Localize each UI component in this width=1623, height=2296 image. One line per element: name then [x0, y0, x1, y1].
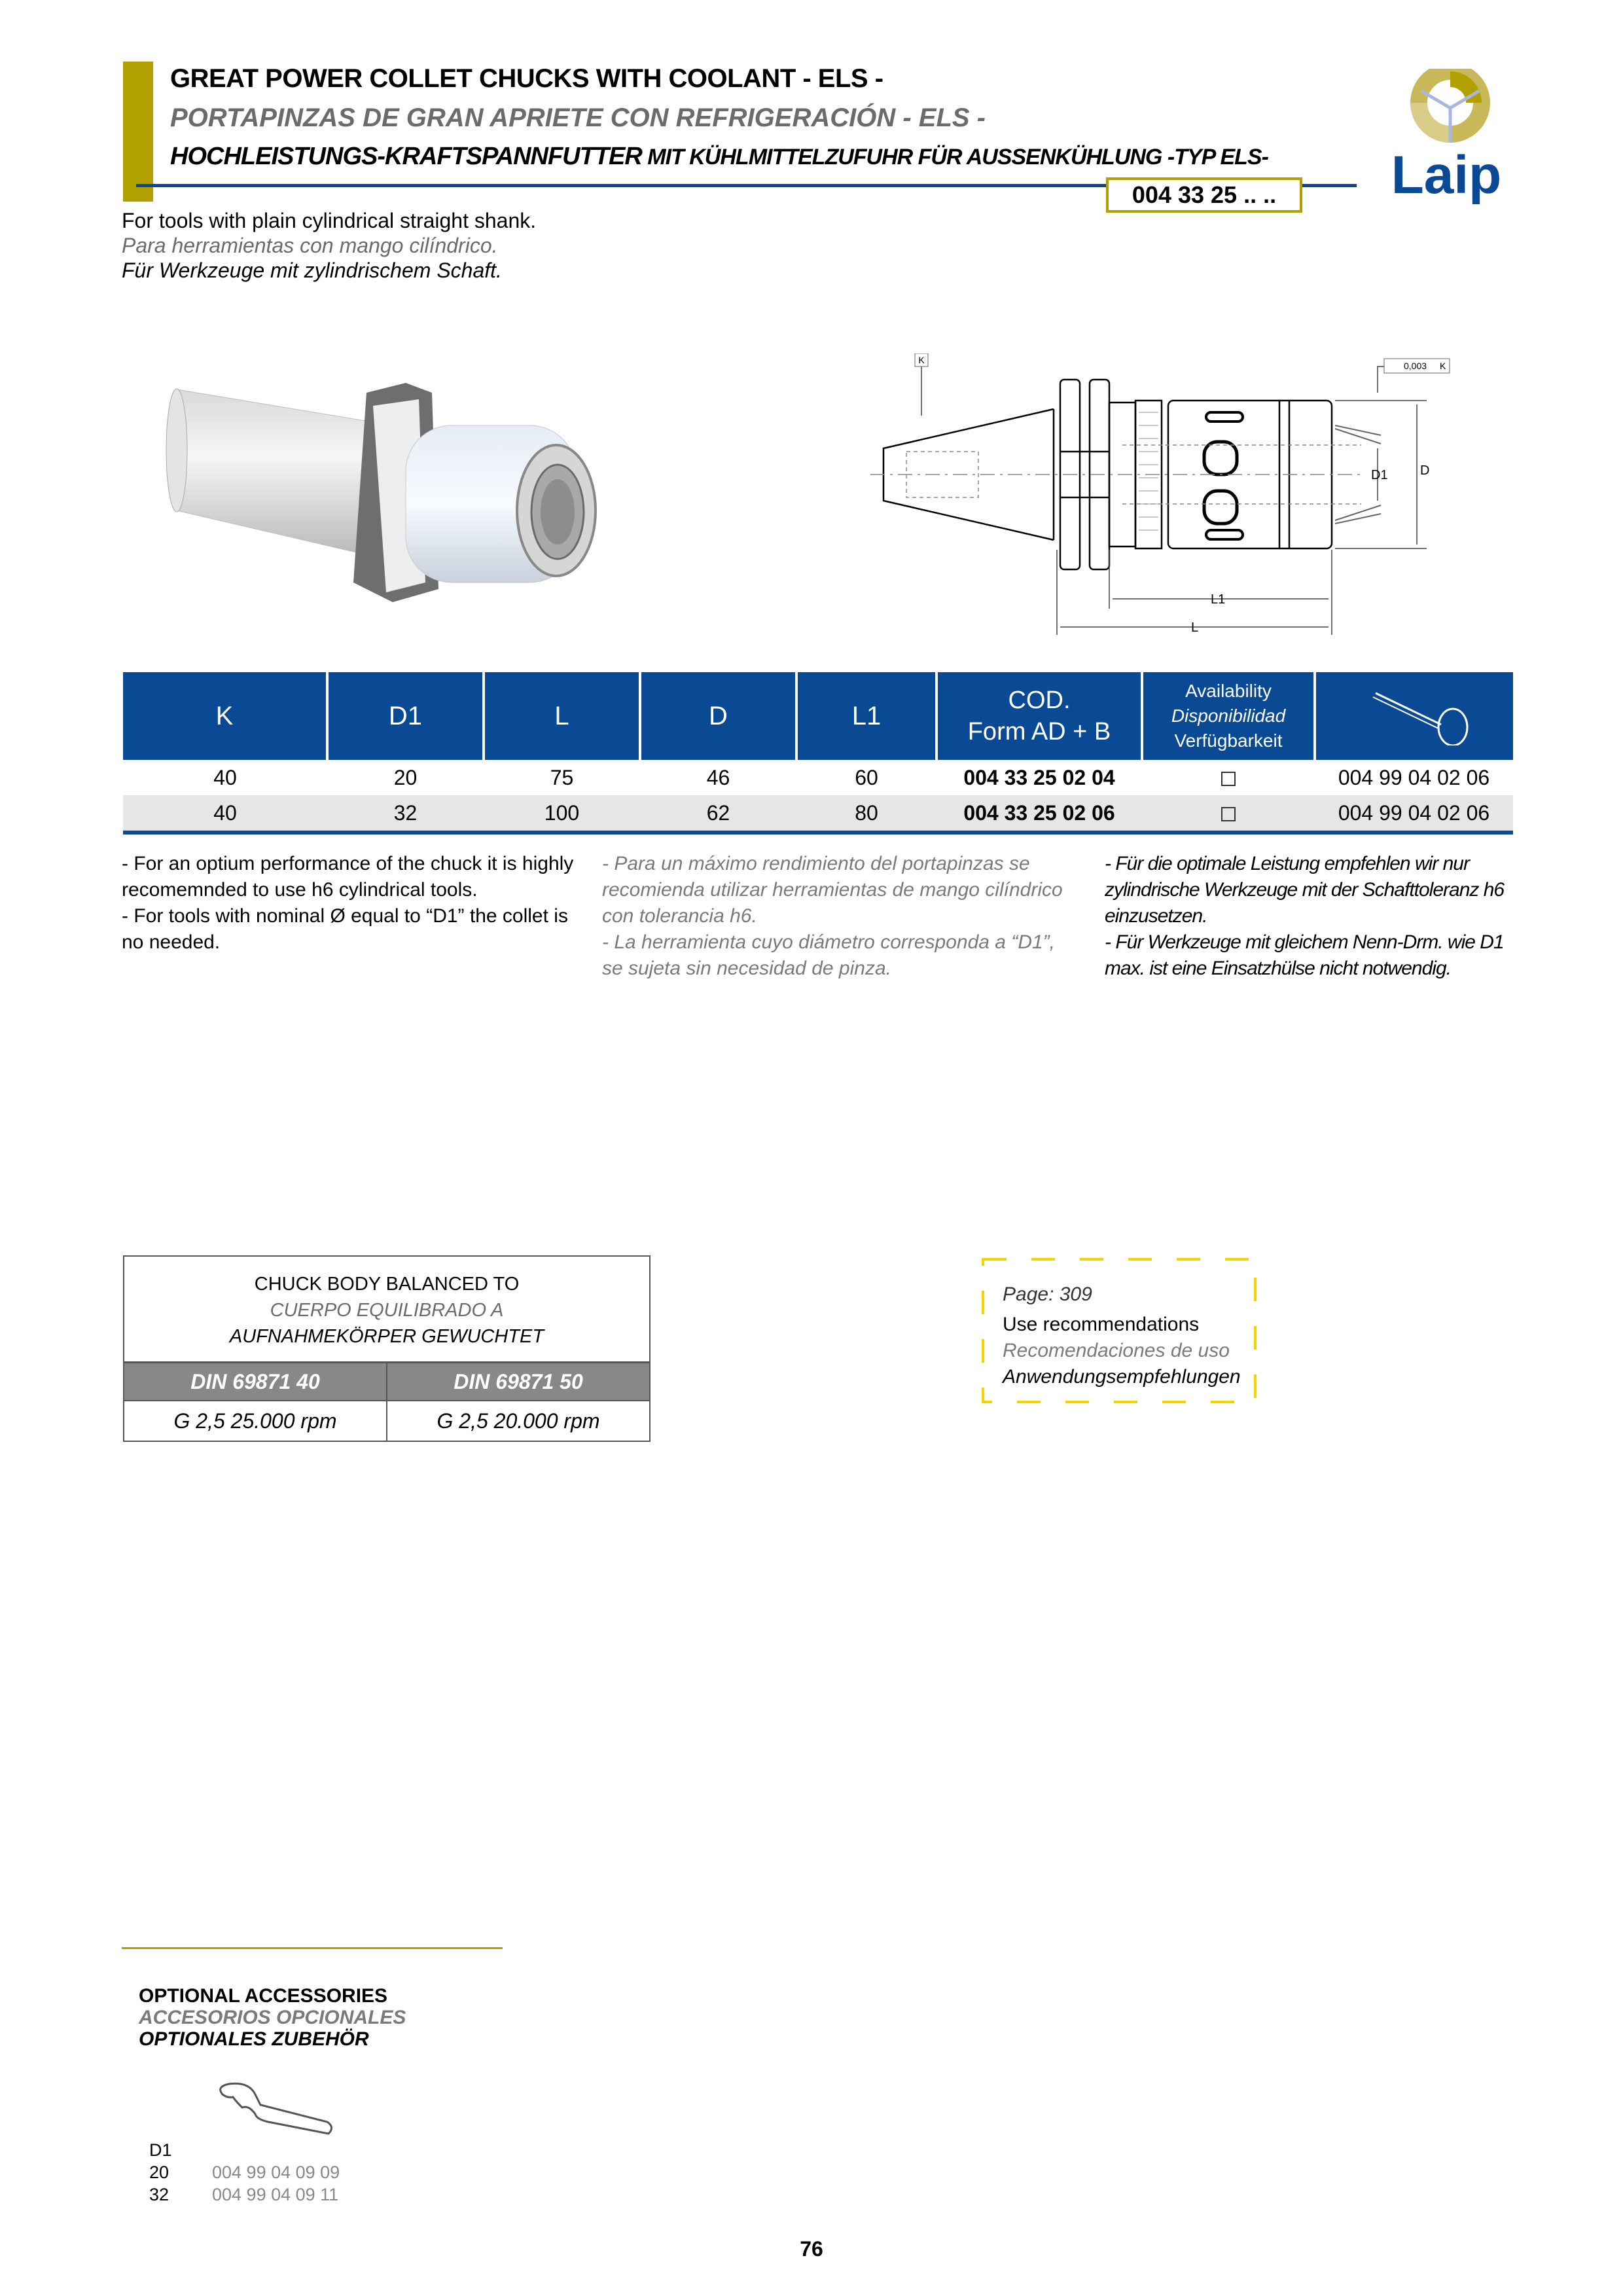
use-recommendations-box[interactable]: [982, 1258, 1257, 1403]
intro-de: Für Werkzeuge mit zylindrischem Schaft.: [122, 259, 502, 282]
accessories-rule: [122, 1947, 503, 1949]
product-photo: [157, 340, 628, 615]
balance-col-din50: DIN 69871 50: [387, 1361, 649, 1400]
title-de-main: HOCHLEISTUNGS-KRAFTSPANNFUTTER: [170, 143, 642, 170]
cell-d: 46: [706, 765, 730, 789]
logo-text: Laip: [1391, 145, 1502, 205]
technical-drawing: [870, 353, 1453, 641]
use-recommendations-text: [1003, 1282, 1241, 1390]
col-header-avail-es: Disponibilidad: [1171, 706, 1286, 726]
note-de-1: - Für die optimale Leistung empfehlen wir nur zylindrische Werkzeuge mit der Schafttoleranz h6 einzusetzen.: [1105, 853, 1505, 927]
balance-value-din40: G 2,5 25.000 rpm: [124, 1400, 387, 1441]
drawing-label-l: L: [1191, 620, 1199, 635]
intro-es: Para herramientas con mango cilíndrico.: [122, 234, 498, 257]
header-accent-bar: [123, 62, 153, 202]
code-prefix-badge: 004 33 25 .. ..: [1106, 177, 1302, 213]
balance-value-row: [124, 1400, 649, 1441]
intro-text: [122, 208, 536, 283]
cell-wrench-code: 004 99 04 02 06: [1315, 795, 1513, 833]
laip-logo: [1381, 69, 1525, 213]
drawing-label-d: D: [1420, 463, 1430, 478]
accessories-title-en: OPTIONAL ACCESSORIES: [139, 1985, 388, 2007]
cell-l1: 80: [796, 795, 936, 833]
page-number: 76: [800, 2237, 823, 2261]
availability-checkbox[interactable]: [1221, 807, 1236, 821]
use-recommendations-en: Use recommendations: [1003, 1314, 1200, 1335]
col-header-d: D: [640, 672, 796, 760]
drawing-label-d1: D1: [1371, 468, 1388, 482]
title-es: PORTAPINZAS DE GRAN APRIETE CON REFRIGERACIÓN - ELS -: [170, 103, 986, 132]
drawing-label-runout: 0,003: [1404, 361, 1427, 371]
title-de: [170, 143, 1268, 171]
col-header-k: K: [123, 672, 327, 760]
cell-l: 75: [550, 765, 574, 789]
balance-value-din50: G 2,5 20.000 rpm: [387, 1400, 649, 1441]
title-en: GREAT POWER COLLET CHUCKS WITH COOLANT - ELS -: [170, 64, 883, 93]
balance-title-es: CUERPO EQUILIBRADO A: [270, 1300, 504, 1321]
note-es-2: - La herramienta cuyo diámetro corresponda a “D1”, se sujeta sin necesidad de pinza.: [602, 931, 1055, 979]
accessories-col-d1: D1: [149, 2140, 172, 2160]
notes-de: [1105, 851, 1537, 982]
drawing-label-k: K: [918, 355, 925, 365]
accessories-header: [149, 2139, 340, 2161]
balance-title-en: CHUCK BODY BALANCED TO: [254, 1274, 520, 1295]
availability-checkbox[interactable]: [1221, 772, 1236, 786]
balance-title: [124, 1257, 649, 1361]
accessories-title: [139, 1985, 406, 2050]
cell-code: 004 33 25 02 06: [936, 795, 1142, 833]
laip-logo-mark: [1381, 69, 1525, 213]
accessories-title-es: ACCESORIOS OPCIONALES: [139, 2007, 406, 2028]
col-header-l1: L1: [796, 672, 936, 760]
notes-en: [122, 851, 580, 956]
drawing-label-runout-ref: K: [1440, 361, 1446, 371]
title-de-rest: MIT KÜHLMITTELZUFUHR FÜR AUSSENKÜHLUNG -TYP ELS-: [641, 145, 1268, 170]
drawing-label-l1: L1: [1211, 592, 1226, 607]
col-header-cod-line1: COD.: [1008, 687, 1071, 714]
cell-wrench-code: 004 99 04 02 06: [1338, 765, 1490, 789]
note-es-1: - Para un máximo rendimiento del portapinzas se recomienda utilizar herramientas de mango cilíndrico con tolerancia h6.: [602, 853, 1063, 927]
col-header-availability: [1142, 672, 1315, 760]
note-de-2: - Für Werkzeuge mit gleichem Nenn-Drm. wie D1 max. ist eine Einsatzhülse nicht notwendig.: [1105, 931, 1504, 979]
cell-d1: 20: [393, 765, 418, 789]
cell-l: 100: [484, 795, 640, 833]
note-en-1: - For an optium performance of the chuck it is highly recomemnded to use h6 cylindrical tools.: [122, 853, 574, 901]
balance-table: [123, 1255, 651, 1442]
col-header-avail-en: Availability: [1185, 681, 1272, 701]
col-header-l: L: [484, 672, 640, 760]
cell-k: 40: [213, 765, 237, 789]
accessories-title-de: OPTIONALES ZUBEHÖR: [139, 2028, 369, 2050]
table-row: [123, 795, 1513, 833]
accessory-code: 004 99 04 09 11: [212, 2185, 339, 2204]
cell-l1: 60: [855, 765, 878, 789]
use-recommendations-de: Anwendungsempfehlungen: [1003, 1366, 1241, 1388]
balance-header-row: [124, 1361, 649, 1400]
table-header-row: [123, 672, 1513, 760]
col-header-wrench: [1315, 672, 1513, 760]
col-header-cod-line2: Form AD + B: [967, 718, 1111, 745]
accessory-d1: 20: [149, 2162, 169, 2182]
cell-availability: [1142, 795, 1315, 833]
cell-code: 004 33 25 02 04: [963, 765, 1115, 789]
cell-d: 62: [640, 795, 796, 833]
wrench-icon: [1349, 680, 1480, 745]
table-row: [123, 760, 1513, 795]
use-recommendations-page[interactable]: Page: 309: [1003, 1283, 1092, 1305]
accessory-code: 004 99 04 09 09: [212, 2162, 340, 2182]
use-recommendations-es: Recomendaciones de uso: [1003, 1340, 1230, 1361]
notes-es: [602, 851, 1073, 982]
product-table: [123, 672, 1513, 834]
list-item: [149, 2161, 340, 2183]
cell-k: 40: [123, 795, 327, 833]
balance-col-din40: DIN 69871 40: [124, 1361, 387, 1400]
list-item: [149, 2183, 340, 2206]
col-header-cod: [936, 672, 1142, 760]
col-header-d1: D1: [327, 672, 484, 760]
balance-title-de: AUFNAHMEKÖRPER GEWUCHTET: [229, 1326, 544, 1347]
accessories-list: [149, 2139, 340, 2206]
cell-availability: [1142, 760, 1315, 795]
col-header-avail-de: Verfügbarkeit: [1174, 730, 1283, 751]
accessory-d1: 32: [149, 2185, 169, 2204]
cell-d1: 32: [327, 795, 484, 833]
note-en-2: - For tools with nominal Ø equal to “D1” the collet is no needed.: [122, 905, 568, 953]
intro-en: For tools with plain cylindrical straight shank.: [122, 209, 537, 232]
